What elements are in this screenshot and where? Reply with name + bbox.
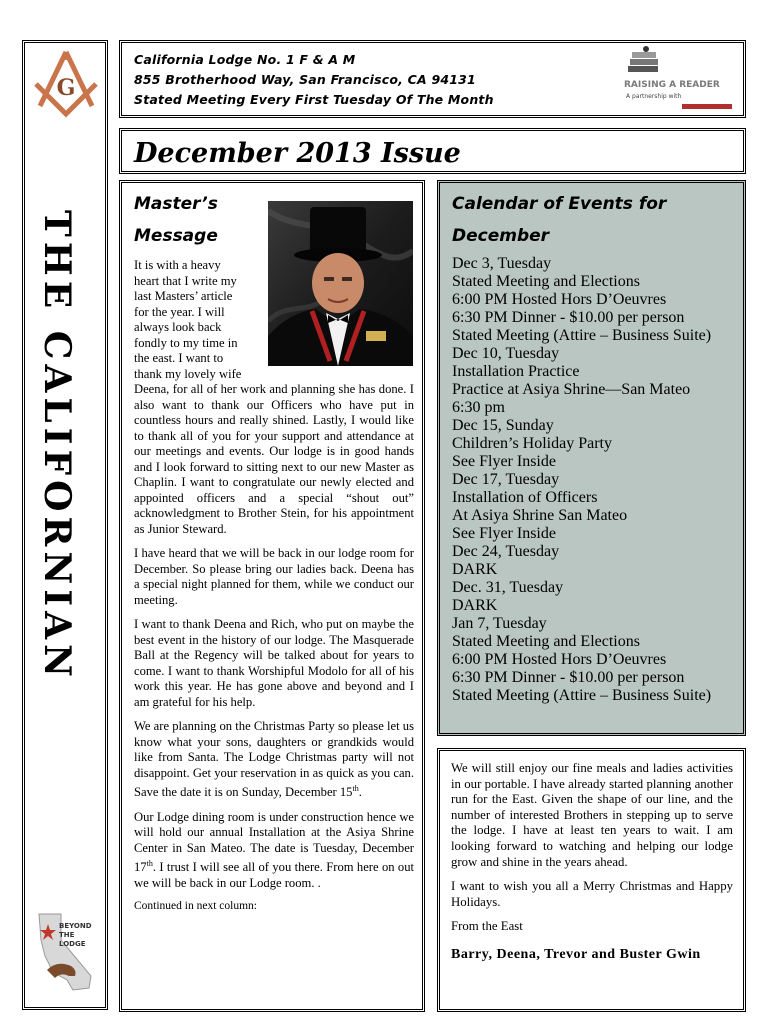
calendar-detail: Stated Meeting and Elections <box>452 633 640 650</box>
calendar-detail: 6:30 PM Dinner - $10.00 per person <box>452 669 685 686</box>
calendar-heading-2: December <box>452 226 550 246</box>
calendar-detail: Stated Meeting (Attire – Business Suite) <box>452 327 712 344</box>
para4-end: . <box>358 785 362 800</box>
badge-line-2: THE LODGE <box>59 931 86 948</box>
master-heading-1: Master’s <box>134 194 218 214</box>
master-paragraph-1: Deena, for all of her work and planning she has done. I also want to thank our Officers who have put in countless hours and really shined. Lastly, I would like to thank all of you for your support and attendance at our meetings and events. Our lodge is in good hands and I look forward to sitting next to our new Master as Chaplin. I want to congratulate our newly elected and appointed officers and a special “shout out” acknowledgment to Brother Stein, for his appointment as Junior Steward. <box>134 382 414 536</box>
master-portrait-photo <box>268 201 413 366</box>
calendar-detail: DARK <box>452 561 498 578</box>
wrap-line: heart that I write my <box>134 273 237 288</box>
calendar <box>452 188 738 705</box>
east-message <box>451 761 733 963</box>
calendar-detail: DARK <box>452 597 498 614</box>
wrap-line: thank my lovely wife <box>134 366 242 381</box>
calendar-date: Dec 17, Tuesday <box>452 471 560 488</box>
calendar-detail: 6:00 PM Hosted Hors D’Oeuvres <box>452 291 667 308</box>
issue-title: December 2013 Issue <box>134 138 461 169</box>
meeting-schedule: Stated Meeting Every First Tuesday Of The Month <box>134 92 494 107</box>
lodge-name: California Lodge No. 1 F & A M <box>134 52 356 67</box>
square-compass-icon <box>30 48 102 118</box>
logo-title: RAISING A READER <box>624 80 720 90</box>
calendar-detail: At Asiya Shrine San Mateo <box>452 507 628 524</box>
wrap-line: the east. I want to <box>134 351 224 365</box>
wrap-line: last Masters’ article <box>134 289 233 303</box>
lodge-address: 855 Brotherhood Way, San Francisco, CA 94131 <box>134 72 476 87</box>
calendar-date: Dec. 31, Tuesday <box>452 579 564 596</box>
calendar-date: Jan 7, Tuesday <box>452 615 547 632</box>
para5-text-a: Our Lodge dining room is under construction hence we will hold our annual Installation at the Asiya Shrine Center in San Mateo. The date is Tuesday, December 17 <box>134 809 414 875</box>
calendar-detail: Practice at Asiya Shrine—San Mateo <box>452 381 691 398</box>
calendar-detail: 6:30 PM Dinner - $10.00 per person <box>452 309 685 326</box>
para4-text: We are planning on the Christmas Party so please let us know what your sons, daughters or grandkids would like from Santa. The Lodge Christmas party will not disappoint. Get your reservation in as quick as you can. Save the date it is on Sunday, December 15 <box>134 719 414 800</box>
para4-sup: th <box>352 784 359 793</box>
books-icon <box>626 46 666 78</box>
svg-text:G: G <box>56 75 76 101</box>
calendar-detail: 6:30 pm <box>452 399 505 416</box>
para5-sup: th <box>146 859 153 869</box>
calendar-date: Dec 15, Sunday <box>452 417 554 434</box>
calendar-date: Dec 10, Tuesday <box>452 345 560 362</box>
wrap-line: for the year. I will <box>134 304 225 319</box>
beyond-the-lodge-logo <box>33 910 99 992</box>
wrap-line: It is with a heavy <box>134 258 221 272</box>
calendar-detail: Stated Meeting (Attire – Business Suite) <box>452 687 712 704</box>
raising-a-reader-logo <box>622 46 738 112</box>
master-paragraph-4 <box>134 719 414 801</box>
calendar-detail: Stated Meeting and Elections <box>452 273 640 290</box>
continued-note: Continued in next column: <box>134 900 257 913</box>
logo-subtitle: A partnership with <box>626 93 682 100</box>
badge-line-1: BEYOND <box>59 922 92 930</box>
calendar-list <box>452 255 738 705</box>
newsletter-title: THE CALIFORNIAN <box>36 210 78 682</box>
master-paragraph-3: I want to thank Deena and Rich, who put on maybe the best event in the history of our lodge. The Masquerade Ball at the Regency will be talked about for years to come. I want to thank Worshipful Modolo for all of his work this year. He has gone above and beyond and I am grateful for his help. <box>134 617 414 709</box>
logo-bar <box>682 104 732 109</box>
lodge-info <box>134 50 494 110</box>
signature: Barry, Deena, Trevor and Buster Gwin <box>451 946 701 962</box>
calendar-detail: Installation of Officers <box>452 489 598 506</box>
wrap-text <box>134 258 262 382</box>
calendar-detail: Children’s Holiday Party <box>452 435 612 452</box>
calendar-heading-1: Calendar of Events for <box>452 194 667 214</box>
master-paragraph-5 <box>134 810 414 892</box>
calendar-date: Dec 24, Tuesday <box>452 543 560 560</box>
east-paragraph-3: From the East <box>451 919 523 934</box>
calendar-detail: See Flyer Inside <box>452 525 556 542</box>
para5-text-b: . I trust I will see all of you there. From here on out we will be back in our Lodge room. . <box>134 860 414 890</box>
wrap-line: always look back <box>134 320 222 334</box>
wrap-line: fondly to my time in <box>134 335 238 350</box>
master-paragraph-2: I have heard that we will be back in our lodge room for December. So please bring our ladies back. Deena has a special night planned for them, while we conduct our meeting. <box>134 546 414 607</box>
calendar-detail: See Flyer Inside <box>452 453 556 470</box>
calendar-detail: Installation Practice <box>452 363 580 380</box>
calendar-detail: 6:00 PM Hosted Hors D’Oeuvres <box>452 651 667 668</box>
master-heading-2: Message <box>134 226 218 246</box>
calendar-date: Dec 3, Tuesday <box>452 255 552 272</box>
east-paragraph-1: We will still enjoy our fine meals and ladies activities in our portable. I have already started planning another run for the East. Given the shape of our line, and the number of interested Brothers in stepping up to serve the lodge. I have at least ten years to wait. I am looking forward to watching and helping our lodge grow and shine in the years ahead. <box>451 761 733 869</box>
east-paragraph-2: I want to wish you all a Merry Christmas and Happy Holidays. <box>451 879 733 909</box>
